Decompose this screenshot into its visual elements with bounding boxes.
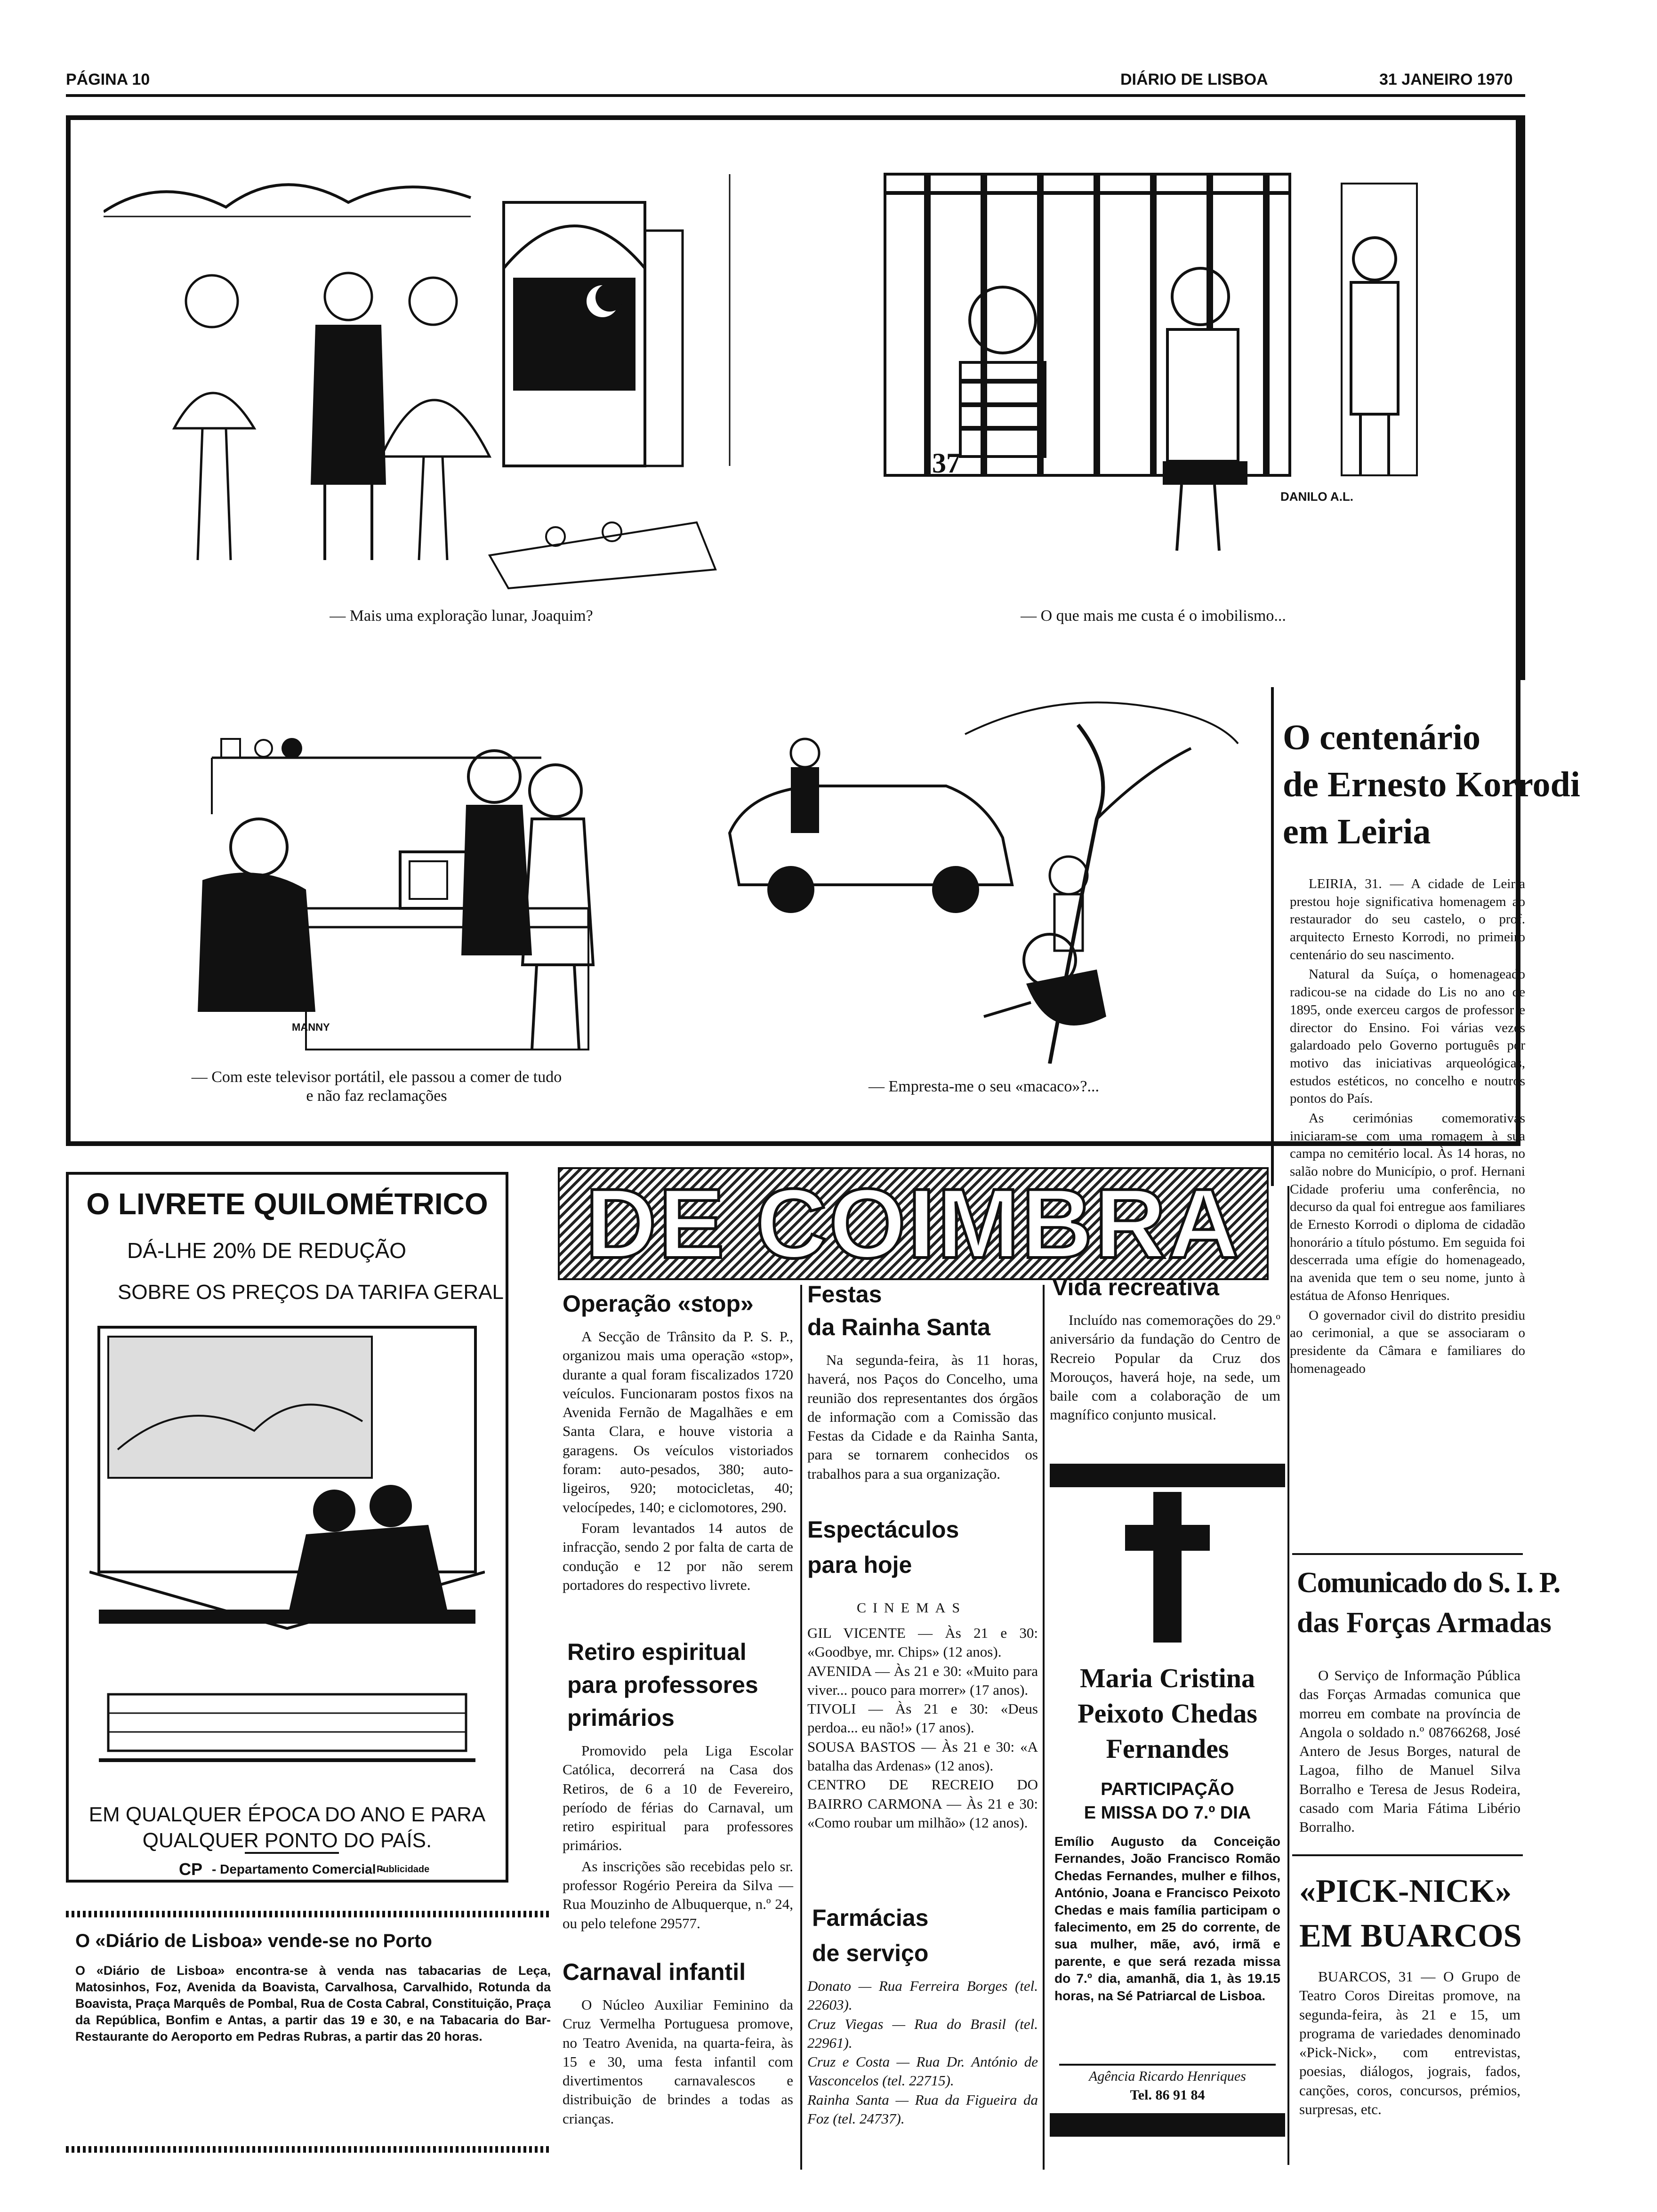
espectaculos-title-line1: Espectáculos (807, 1516, 959, 1543)
cartoon-car-tree (720, 678, 1252, 1064)
cross-icon (1125, 1492, 1210, 1643)
retiro-title-line1: Retiro espiritual (567, 1639, 747, 1665)
cinemas-heading: CINEMAS (857, 1600, 967, 1616)
korrodi-body (1290, 875, 1525, 1379)
korrodi-title-line3: em Leiria (1283, 812, 1431, 851)
korrodi-left-rule (1271, 687, 1274, 1186)
vida-p1: Incluído nas comemorações do 29.º aniversário da fundação do Centro de Recreio Popular da Cruz dos Morouços, haverá hoje, na sede, um baile com a colaboração de um magnífico conjunto musical. (1050, 1312, 1280, 1423)
farmacia-rainha-santa: Rainha Santa — Rua da Figueira da Foz (tel. 24737). (807, 2091, 1038, 2127)
cartoon-prison (876, 165, 1440, 565)
farmacias-list (807, 1977, 1038, 2128)
festas-title-line1: Festas (807, 1281, 882, 1307)
picknick-title-line1: «PICK-NICK» (1299, 1873, 1512, 1909)
obituary-sub-line1: PARTICIPAÇÃO (1101, 1779, 1234, 1799)
porto-top-rule (66, 1911, 551, 1917)
cinema-sousa-bastos: SOUSA BASTOS — Às 21 e 30: «A batalha das Ardenas» (12 anos). (807, 1738, 1038, 1774)
ad-train-illustration (89, 1308, 485, 1807)
korrodi-p2: Natural da Suíça, o homenageado radicou-se na cidade do Lis no ano de 1895, onde exerceu cargos de professor e director do Ensino. Foi várias vezes galardoado pelo Governo português por motivo das iniciativas arqueológicas, estudos estéticos, no concelho e noutros pontos do País. (1290, 967, 1525, 1106)
newspaper-name: DIÁRIO DE LISBOA (1120, 71, 1268, 88)
festas-p1: Na segunda-feira, às 11 horas, haverá, nos Paços do Concelho, uma reunião dos representantes dos órgãos de informação com a Comissão das Festas da Cidade e da Rainha Santa, para se tornarem conhecidos os trabalhos para a sua organização. (807, 1352, 1038, 1482)
retiro-p1: Promovido pela Liga Escolar Católica, decorrerá na Casa dos Retiros, de 6 a 10 de Fevereiro, período de férias do Carnaval, um retiro espiritual para professores primários. (563, 1742, 793, 1854)
cartoon3-caption-line1: — Com este televisor portátil, ele passou a comer de tudo (191, 1068, 562, 1086)
retiro-title-line2: para professores (567, 1672, 758, 1698)
sip-p1: O Serviço de Informação Pública das Forças Armadas comunica que morreu em combate na província de Angola o soldado n.º 08766268, José Antero de Jesus Borges, natural de Lagoa, filho de Manuel Silva Borralho e Teresa de Jesus Rodeira, casado com Maria Fátima Libério Borralho. (1299, 1667, 1520, 1835)
festas-title-line2: da Rainha Santa (807, 1314, 990, 1340)
farmacia-donato: Donato — Rua Ferreira Borges (tel. 22603). (807, 1978, 1038, 2013)
sip-title-line2: das Forças Armadas (1297, 1607, 1552, 1639)
carnaval-title: Carnaval infantil (563, 1959, 746, 1985)
stop-p1: A Secção de Trânsito da P. S. P., organizou mais uma operação «stop», durante a qual foram fiscalizados 1720 veículos. Funcionaram postos fixos na Avenida Fernão de Magalhães e em Santa Clara, e houve vistoria a garagens. Os veículos vistoriados foram: auto-pesados, 380; auto-ligeiros, 920; motocicletas, 40; velocípedes, 140; e ciclomotores, 290. (563, 1328, 793, 1515)
column-rule-3 (1287, 1186, 1289, 2165)
stop-title: Operação «stop» (563, 1290, 754, 1317)
retiro-title-line3: primários (567, 1705, 675, 1731)
espectaculos-title-line2: para hoje (807, 1552, 912, 1578)
ad-bottom-line2: QUALQUER PONTO DO PAÍS. (142, 1829, 432, 1852)
ad-line2: SOBRE OS PREÇOS DA TARIFA GERAL (118, 1281, 504, 1304)
obituary-divider (1059, 2064, 1276, 2066)
column-rule-1 (800, 1285, 802, 2170)
column-rule-2 (1043, 1285, 1045, 2170)
page-number: PÁGINA 10 (66, 71, 150, 88)
picknick-top-rule (1292, 1854, 1523, 1856)
prisoner-number: 37 (932, 448, 960, 479)
obituary-body: Emílio Augusto da Conceição Fernandes, João Francisco Romão Chedas Fernandes, mulher e filhos, António, Joana e Francisco Peixoto Chedas e mais família participam o falecimento, em 25 do corrente, de sua mulher, mãe, avó, irmã e parente, e que será rezada missa do 7.º dia, amanhã, dia 1, às 19.15 horas, na Sé Patriarcal de Lisboa. (1054, 1834, 1280, 2003)
retiro-p2: As inscrições são recebidas pelo sr. professor Rogério Pereira da Silva — Rua Mouzinho de Albuquerque, n.º 24, ou pelo telefone 29577. (563, 1858, 793, 1931)
obituary-name-line1: Maria Cristina (1079, 1663, 1255, 1693)
carnaval-body (563, 1996, 793, 2130)
frame-right-rule (1520, 115, 1525, 680)
festas-body (807, 1351, 1038, 1485)
farmacias-title-line1: Farmácias (812, 1905, 929, 1931)
cinema-avenida: AVENIDA — Às 21 e 30: «Muito para viver... pouco para morrer» (17 anos). (807, 1662, 1038, 1698)
obituary-top-bar (1050, 1464, 1285, 1487)
picknick-body (1299, 1967, 1520, 2121)
porto-bottom-rule (66, 2146, 551, 2153)
sip-body (1299, 1666, 1520, 1839)
ad-footer: - Departamento Comercial - (212, 1862, 384, 1876)
korrodi-p1: LEIRIA, 31. — A cidade de Leiria prestou hoje significativa homenagem ao restaurador do seu castelo, o prof. arquitecto Ernesto Korrodi, no primeiro centenário do seu nascimento. (1290, 876, 1525, 962)
porto-title: O «Diário de Lisboa» vende-se no Porto (75, 1931, 432, 1951)
ad-footer-small: Publicidade (377, 1864, 430, 1875)
ad-bottom-line1: EM QUALQUER ÉPOCA DO ANO E PARA (88, 1803, 486, 1826)
sip-title-line1: Comunicado do S. I. P. (1297, 1567, 1560, 1599)
picknick-title-line2: EM BUARCOS (1299, 1918, 1522, 1954)
porto-body: O «Diário de Lisboa» encontra-se à venda nas tabacarias de Leça, Matosinhos, Foz, Avenida da Boavista, Carvalhosa, Carvalhido, Rotunda da Boavista, Praça Marquês de Pombal, Rua de Costa Cabral, Constituição, Praça da República, Bonfim e Antas, a partir das 19 e 30, e na Tabacaria do Bar-Restaurante do Aeroporto em Pedras Rubras, a partir das 20 horas. (75, 1964, 551, 2044)
cp-logo: CP (179, 1859, 203, 1879)
farmacias-title-line2: de serviço (812, 1940, 929, 1966)
picknick-p1: BUARCOS, 31 — O Grupo de Teatro Coros Direitas promove, na segunda-feira, às 21 e 15, um programa de variedades denominado «Pick-Nick», com entrevistas, poesias, diálogos, jograis, fados, canções, coros, concursos, prémios, surpresas, etc. (1299, 1968, 1520, 2118)
vida-recreativa-title: Vida recreativa (1052, 1274, 1219, 1300)
obituary-bottom-bar (1050, 2113, 1285, 2137)
stop-body (563, 1327, 793, 1596)
sip-top-rule (1292, 1553, 1523, 1555)
coimbra-banner (558, 1167, 1269, 1280)
masthead-rule (66, 94, 1525, 97)
cartoon1-caption: — Mais uma exploração lunar, Joaquim? (330, 607, 593, 625)
vida-recreativa-body (1050, 1311, 1280, 1427)
obituary-sub-line2: E MISSA DO 7.º DIA (1084, 1803, 1251, 1823)
coimbra-banner-text: DE COIMBRA (585, 1168, 1241, 1279)
korrodi-p4: O governador civil do distrito presidiu ao cerimonial, a que se associaram o presidente da Câmara e familiares do homenageado (1290, 1307, 1525, 1376)
cartoon4-caption: — Empresta-me o seu «macaco»?... (869, 1078, 1099, 1095)
cinema-centro-recreio: CENTRO DE RECREIO DO BAIRRO CARMONA — Às 21 e 30: «Como roubar um milhão» (12 anos). (807, 1776, 1038, 1831)
cartoon-portable-tv (118, 720, 635, 1059)
ad-title: O LIVRETE QUILOMÉTRICO (86, 1187, 488, 1221)
cinemas-list (807, 1624, 1038, 1832)
korrodi-p3: As cerimónias comemorativas iniciaram-se com uma romagem à sua campa no cemitério local. Às 14 horas, no salão nobre do Município, o prof. Hernani Cidade proferiu uma conferência, no decurso da qual foi entregue aos familiares de Ernesto Korrodi o diploma de cidadão honorário a título póstumo. Em seguida foi descerrada uma efígie do homenageado, na avenida que tem o seu nome, junto à estátua de Afonso Henriques. (1290, 1110, 1525, 1303)
cartoon-moon-party (104, 146, 763, 593)
korrodi-title-line1: O centenário (1283, 718, 1481, 757)
farmacia-cruz-viegas: Cruz Viegas — Rua do Brasil (tel. 22961). (807, 2015, 1038, 2051)
ad-line1: DÁ-LHE 20% DE REDUÇÃO (127, 1238, 407, 1263)
cartoon2-signature: DANILO A.L. (1280, 489, 1354, 504)
ad-divider (245, 1852, 339, 1854)
obituary-name-line3: Fernandes (1106, 1733, 1229, 1764)
cinema-gil-vicente: GIL VICENTE — Às 21 e 30: «Goodbye, mr. Chips» (12 anos). (807, 1625, 1038, 1660)
cinema-tivoli: TIVOLI — Às 21 e 30: «Deus perdoa... eu não!» (17 anos). (807, 1700, 1038, 1736)
korrodi-title-line2: de Ernesto Korrodi (1283, 765, 1580, 804)
obituary-agency: Agência Ricardo Henriques (1089, 2068, 1246, 2084)
obituary-phone: Tel. 86 91 84 (1130, 2087, 1205, 2103)
retiro-body (563, 1741, 793, 1935)
issue-date: 31 JANEIRO 1970 (1379, 71, 1513, 88)
carnaval-p1: O Núcleo Auxiliar Feminino da Cruz Vermelha Portuguesa promove, no Teatro Avenida, na quarta-feira, às 15 e 30, uma festa infantil com divertimentos carnavalescos e distribuição de brindes a todas as crianças. (563, 1996, 793, 2127)
farmacia-cruz-costa: Cruz e Costa — Rua Dr. António de Vasconcelos (tel. 22715). (807, 2053, 1038, 2089)
stop-p2: Foram levantados 14 autos de infracção, sendo 2 por falta de carta de condução e 12 por não serem portadores do respectivo livrete. (563, 1519, 793, 1593)
cartoon3-caption-line2: e não faz reclamações (306, 1087, 447, 1105)
obituary-name-line2: Peixoto Chedas (1078, 1698, 1257, 1729)
cartoon2-caption: — O que mais me custa é o imobilismo... (1021, 607, 1286, 625)
cartoon3-signature: MANNY (292, 1021, 330, 1033)
